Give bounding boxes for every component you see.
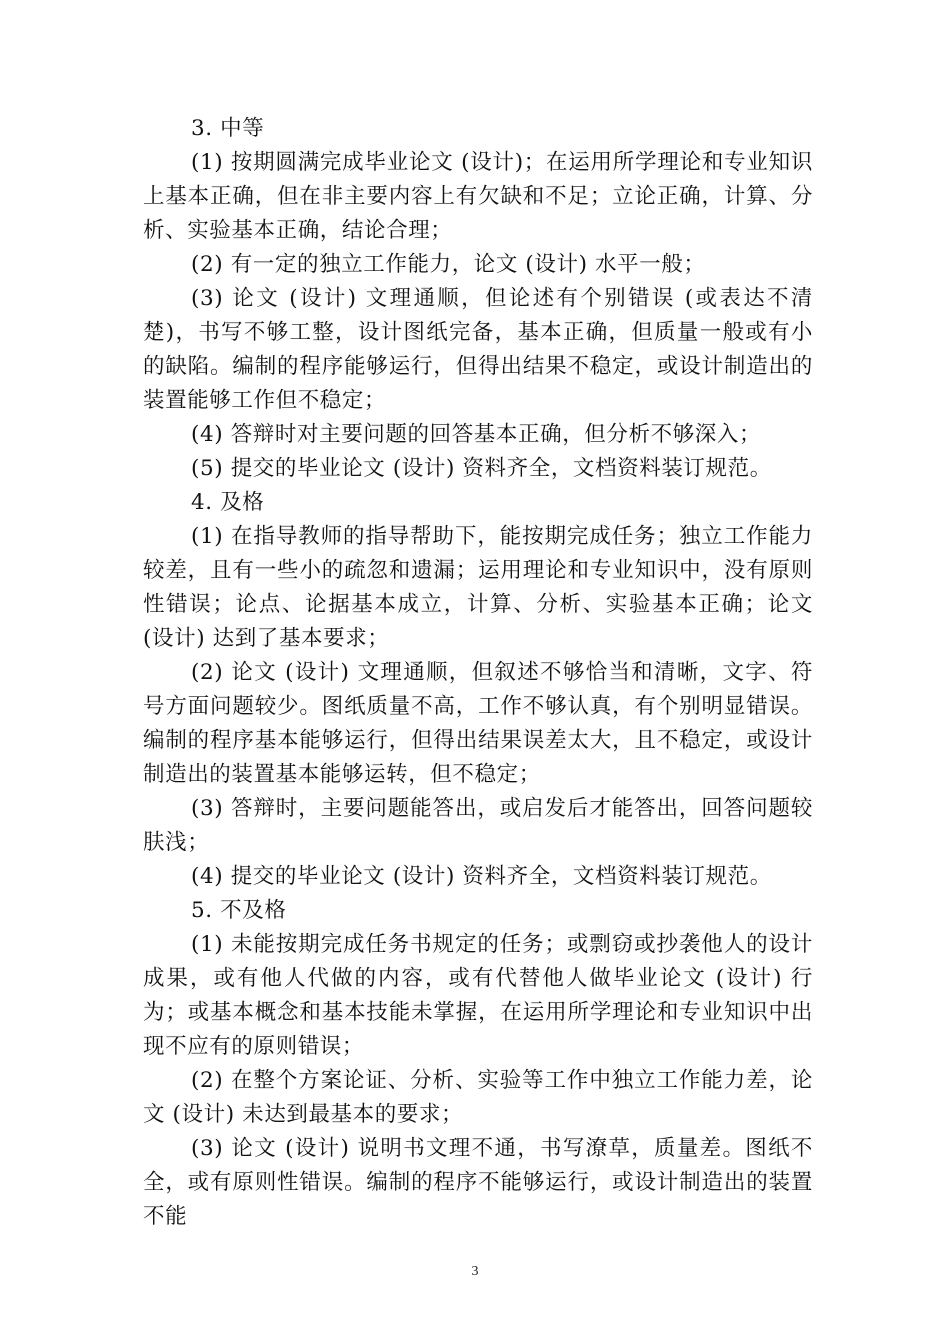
criterion-paragraph: (3) 论文 (设计) 文理通顺，但论述有个别错误 (或表达不清楚)，书写不够工整，设计图纸完备，基本正确，但质量一般或有小的缺陷。编制的程序能够运行，但得出结果不稳定，或设计制造出的装置能够工作但不稳定；	[143, 286, 813, 413]
section-heading-fail: 5. 不及格	[191, 898, 287, 923]
criterion-paragraph: (3) 答辩时，主要问题能答出，或启发后才能答出，回答问题较肤浅；	[143, 796, 813, 855]
section-heading-pass: 4. 及格	[191, 490, 265, 515]
criterion-paragraph: (2) 有一定的独立工作能力，论文 (设计) 水平一般；	[191, 252, 706, 277]
criterion-paragraph: (1) 在指导教师的指导帮助下，能按期完成任务；独立工作能力较差，且有一些小的疏忽和遗漏；运用理论和专业知识中，没有原则性错误；论点、论据基本成立，计算、分析、实验基本正确；论文 (设计) 达到了基本要求；	[143, 524, 813, 651]
criterion-paragraph: (1) 未能按期完成任务书规定的任务；或剽窃或抄袭他人的设计成果，或有他人代做的内容，或有代替他人做毕业论文 (设计) 行为；或基本概念和基本技能未掌握，在运用所学理论和专业知识中出现不应有的原则错误；	[143, 932, 813, 1059]
criterion-paragraph: (1) 按期圆满完成毕业论文 (设计)；在运用所学理论和专业知识上基本正确，但在非主要内容上有欠缺和不足；立论正确，计算、分析、实验基本正确，结论合理；	[143, 150, 813, 243]
page-number: 3	[471, 1264, 479, 1279]
criterion-paragraph: (4) 提交的毕业论文 (设计) 资料齐全，文档资料装订规范。	[191, 864, 772, 889]
criterion-paragraph: (2) 在整个方案论证、分析、实验等工作中独立工作能力差，论文 (设计) 未达到最基本的要求；	[143, 1068, 813, 1127]
criterion-paragraph: (4) 答辩时对主要问题的回答基本正确，但分析不够深入；	[191, 422, 762, 447]
section-heading-medium: 3. 中等	[191, 116, 265, 141]
criterion-paragraph: (2) 论文 (设计) 文理通顺，但叙述不够恰当和清晰，文字、符号方面问题较少。图纸质量不高，工作不够认真，有个别明显错误。编制的程序基本能够运行，但得出结果误差太大，且不稳定，或设计制造出的装置基本能够运转，但不稳定；	[143, 660, 813, 787]
document-body	[143, 112, 813, 1234]
criterion-paragraph: (5) 提交的毕业论文 (设计) 资料齐全，文档资料装订规范。	[191, 456, 772, 481]
criterion-paragraph: (3) 论文 (设计) 说明书文理不通，书写潦草，质量差。图纸不全，或有原则性错误。编制的程序不能够运行，或设计制造出的装置不能	[143, 1136, 813, 1229]
